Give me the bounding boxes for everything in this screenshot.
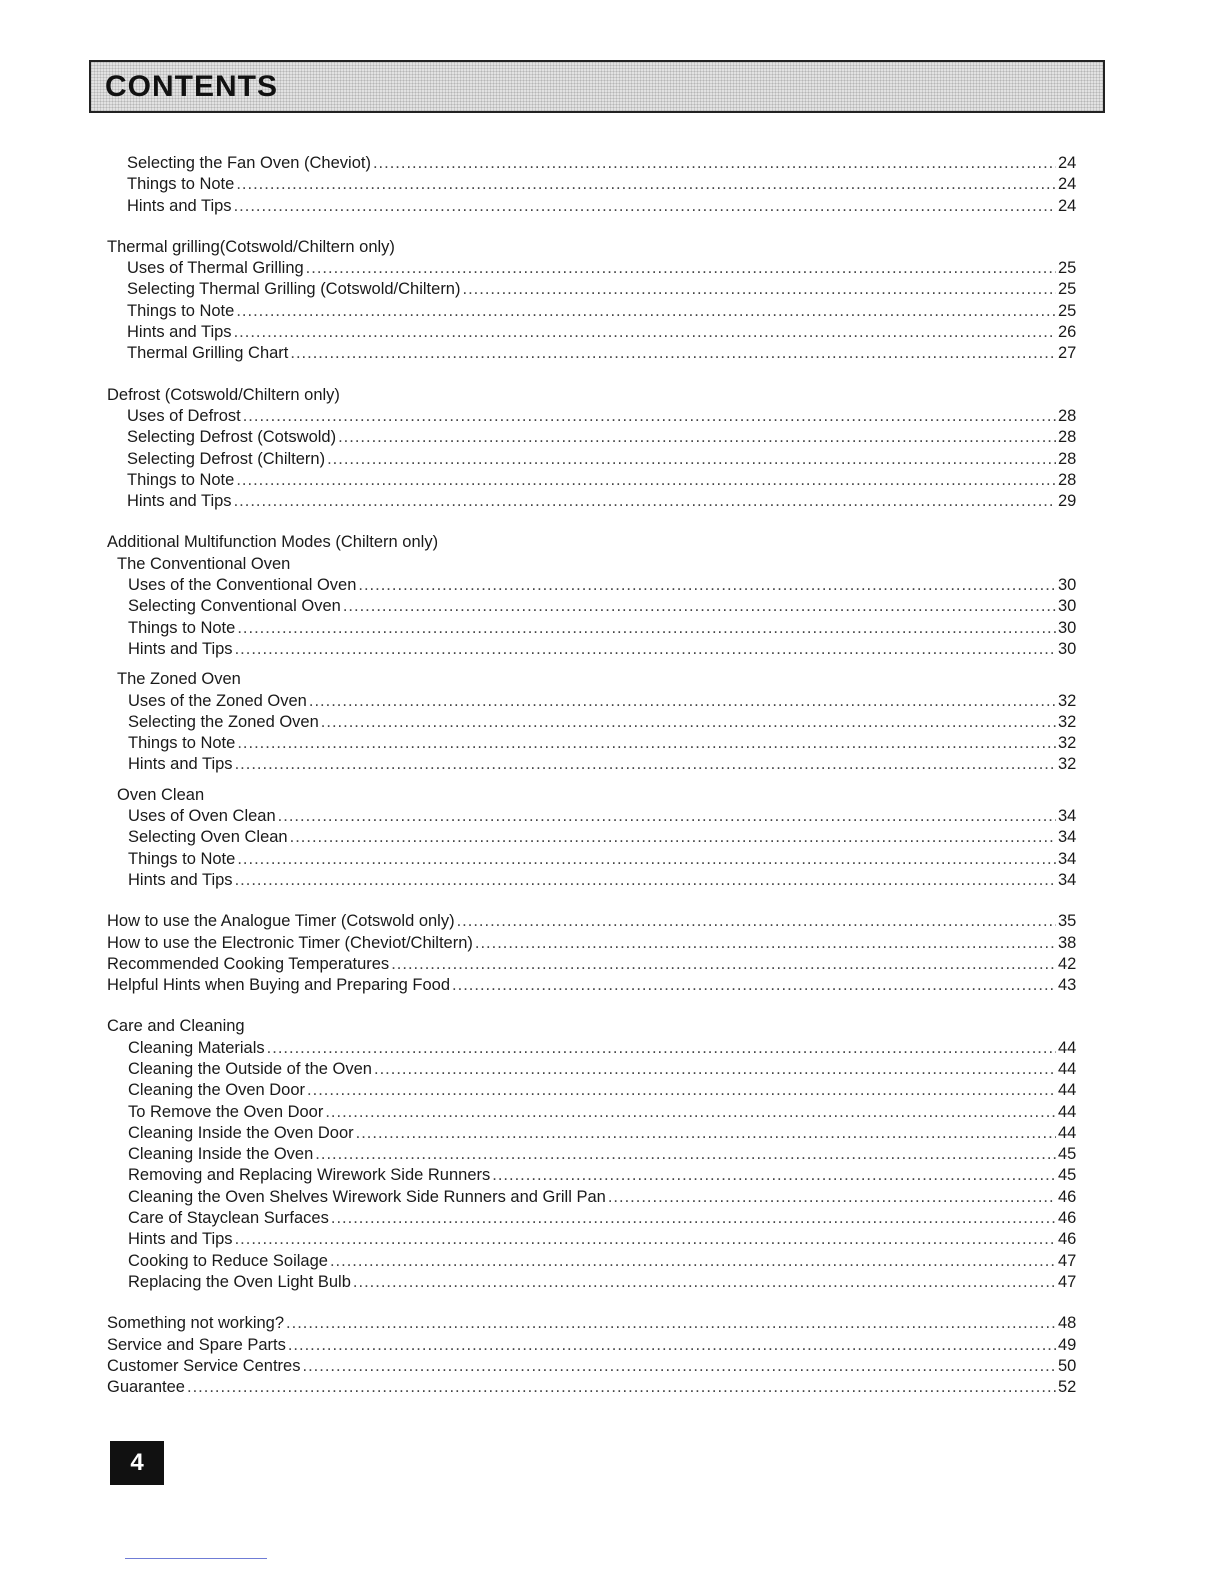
toc-entry[interactable] xyxy=(107,1229,1082,1250)
toc-label: Uses of the Conventional Oven xyxy=(128,576,357,595)
toc-entry[interactable] xyxy=(107,1187,1082,1208)
toc-entry[interactable] xyxy=(107,639,1082,660)
toc-page: 34 xyxy=(1058,807,1077,826)
toc-page: 46 xyxy=(1058,1187,1077,1206)
toc-label: Selecting Defrost (Chiltern) xyxy=(127,449,326,468)
toc-label: Helpful Hints when Buying and Preparing Food xyxy=(107,976,451,995)
toc-label: Guarantee xyxy=(107,1378,185,1397)
toc-section-heading: Defrost (Cotswold/Chiltern only) xyxy=(107,385,340,404)
dot-leader xyxy=(356,1123,1056,1144)
toc-page: 38 xyxy=(1058,933,1077,952)
toc-page: 42 xyxy=(1058,954,1077,973)
dot-leader xyxy=(235,639,1056,660)
dot-leader xyxy=(374,1059,1056,1080)
toc-entry[interactable] xyxy=(107,427,1082,448)
toc-entry[interactable] xyxy=(107,1272,1082,1293)
toc-entry[interactable] xyxy=(107,954,1082,975)
toc-entry[interactable] xyxy=(107,279,1082,300)
toc-label: Hints and Tips xyxy=(128,755,233,774)
toc-entry[interactable] xyxy=(107,1144,1082,1165)
toc-page: 35 xyxy=(1058,912,1077,931)
toc-entry[interactable] xyxy=(107,933,1082,954)
toc-page: 28 xyxy=(1058,470,1077,489)
dot-leader xyxy=(315,1144,1056,1165)
toc-entry[interactable] xyxy=(107,322,1082,343)
toc-page: 43 xyxy=(1058,976,1077,995)
toc-page: 24 xyxy=(1058,196,1077,215)
dot-leader xyxy=(306,258,1056,279)
toc-subsection-heading: The Conventional Oven xyxy=(117,554,291,573)
toc-page: 29 xyxy=(1058,492,1077,511)
toc-label: Things to Note xyxy=(128,618,236,637)
toc-entry[interactable] xyxy=(107,806,1082,827)
toc-entry[interactable] xyxy=(107,691,1082,712)
toc-subsection-heading: Oven Clean xyxy=(117,785,205,804)
dot-leader xyxy=(236,301,1056,322)
toc-page: 44 xyxy=(1058,1038,1077,1057)
dot-leader xyxy=(452,975,1056,996)
toc-page: 25 xyxy=(1058,259,1077,278)
toc-page: 32 xyxy=(1058,712,1077,731)
dot-leader xyxy=(462,279,1056,300)
toc-page: 30 xyxy=(1058,576,1077,595)
toc-page: 50 xyxy=(1058,1356,1077,1375)
toc-label: Things to Note xyxy=(128,849,236,868)
toc-entry[interactable] xyxy=(107,596,1082,617)
toc-label: How to use the Analogue Timer (Cotswold only) xyxy=(107,912,455,931)
footer-rule xyxy=(125,1558,267,1559)
toc-label: Selecting Thermal Grilling (Cotswold/Chiltern) xyxy=(127,280,461,299)
toc-entry[interactable] xyxy=(107,1356,1082,1377)
toc-label: Cleaning the Outside of the Oven xyxy=(128,1059,372,1078)
dot-leader xyxy=(237,849,1056,870)
toc-page: 46 xyxy=(1058,1209,1077,1228)
toc-entry[interactable] xyxy=(107,754,1082,775)
toc-entry[interactable] xyxy=(107,1059,1082,1080)
dot-leader xyxy=(492,1165,1056,1186)
dot-leader xyxy=(358,575,1056,596)
toc-page: 30 xyxy=(1058,597,1077,616)
toc-label: Care of Stayclean Surfaces xyxy=(128,1209,329,1228)
toc-page: 44 xyxy=(1058,1102,1077,1121)
dot-leader xyxy=(321,712,1056,733)
toc-label: Hints and Tips xyxy=(127,492,232,511)
toc-page: 48 xyxy=(1058,1314,1077,1333)
toc-entry[interactable] xyxy=(107,196,1082,217)
toc-entry[interactable] xyxy=(107,870,1082,891)
toc-page: 45 xyxy=(1058,1145,1077,1164)
dot-leader xyxy=(236,174,1056,195)
toc-subsection-heading: The Zoned Oven xyxy=(117,670,241,689)
toc-label: Hints and Tips xyxy=(128,1230,233,1249)
toc-label: Selecting Conventional Oven xyxy=(128,597,341,616)
toc-label: Selecting the Zoned Oven xyxy=(128,712,319,731)
dot-leader xyxy=(286,1313,1056,1334)
toc-entry[interactable] xyxy=(107,618,1082,639)
toc-label: Uses of the Zoned Oven xyxy=(128,691,307,710)
toc-page: 25 xyxy=(1058,280,1077,299)
toc-entry[interactable] xyxy=(107,975,1082,996)
toc-page: 27 xyxy=(1058,344,1077,363)
toc-label: Hints and Tips xyxy=(128,870,233,889)
dot-leader xyxy=(290,827,1056,848)
toc-label: Cleaning Inside the Oven Door xyxy=(128,1123,354,1142)
toc-page: 44 xyxy=(1058,1123,1077,1142)
dot-leader xyxy=(327,449,1056,470)
toc-label: Customer Service Centres xyxy=(107,1356,301,1375)
toc-page: 30 xyxy=(1058,618,1077,637)
dot-leader xyxy=(391,954,1056,975)
dot-leader xyxy=(235,870,1056,891)
toc-entry[interactable] xyxy=(107,1335,1082,1356)
dot-leader xyxy=(353,1272,1056,1293)
contents-banner xyxy=(89,60,1105,113)
toc-label: Cleaning Inside the Oven xyxy=(128,1145,314,1164)
toc-label: To Remove the Oven Door xyxy=(128,1102,324,1121)
toc-entry[interactable] xyxy=(107,712,1082,733)
toc-label: Selecting Oven Clean xyxy=(128,828,288,847)
dot-leader xyxy=(243,406,1056,427)
dot-leader xyxy=(307,1080,1056,1101)
toc-entry[interactable] xyxy=(107,849,1082,870)
toc-label: Hints and Tips xyxy=(127,323,232,342)
toc-label: Cleaning Materials xyxy=(128,1038,265,1057)
toc-entry[interactable] xyxy=(107,575,1082,596)
toc-page: 46 xyxy=(1058,1230,1077,1249)
toc-label: Something not working? xyxy=(107,1314,285,1333)
toc-label: Cooking to Reduce Soilage xyxy=(128,1251,328,1270)
toc-label: Things to Note xyxy=(128,734,236,753)
toc-entry[interactable] xyxy=(107,1102,1082,1123)
dot-leader xyxy=(235,754,1056,775)
toc-entry[interactable] xyxy=(107,153,1082,174)
toc-page: 28 xyxy=(1058,406,1077,425)
toc-label: Hints and Tips xyxy=(128,639,233,658)
toc-label: Removing and Replacing Wirework Side Runners xyxy=(128,1166,491,1185)
toc-page: 32 xyxy=(1058,734,1077,753)
page-number-badge xyxy=(110,1441,164,1485)
toc-page: 34 xyxy=(1058,870,1077,889)
dot-leader xyxy=(309,691,1056,712)
toc-page: 30 xyxy=(1058,639,1077,658)
toc-page: 45 xyxy=(1058,1166,1077,1185)
dot-leader xyxy=(288,1335,1056,1356)
dot-leader xyxy=(187,1377,1056,1398)
dot-leader xyxy=(338,427,1056,448)
toc-entry[interactable] xyxy=(107,301,1082,322)
toc-page: 34 xyxy=(1058,828,1077,847)
dot-leader xyxy=(234,196,1056,217)
toc-page: 24 xyxy=(1058,154,1077,172)
toc-entry[interactable] xyxy=(107,258,1082,279)
toc-label: Cleaning the Oven Door xyxy=(128,1081,306,1100)
page-title: CONTENTS xyxy=(105,70,278,103)
toc-section-heading: Thermal grilling(Cotswold/Chiltern only) xyxy=(107,237,395,256)
toc-page: 44 xyxy=(1058,1081,1077,1100)
toc-entry[interactable] xyxy=(107,406,1082,427)
dot-leader xyxy=(290,343,1056,364)
dot-leader xyxy=(237,733,1056,754)
toc-page: 32 xyxy=(1058,691,1077,710)
toc-page: 28 xyxy=(1058,449,1077,468)
toc-entry[interactable] xyxy=(107,1208,1082,1229)
dot-leader xyxy=(373,153,1056,174)
toc-label: Things to Note xyxy=(127,175,235,194)
toc-entry[interactable] xyxy=(107,733,1082,754)
toc-label: Hints and Tips xyxy=(127,196,232,215)
toc-label: Uses of Oven Clean xyxy=(128,807,276,826)
toc-entry[interactable] xyxy=(107,1251,1082,1272)
toc-label: Uses of Thermal Grilling xyxy=(127,259,304,278)
toc-entry[interactable] xyxy=(107,343,1082,364)
toc-entry[interactable] xyxy=(107,449,1082,470)
toc-entry[interactable] xyxy=(107,1123,1082,1144)
toc-label: Selecting the Fan Oven (Cheviot) xyxy=(127,154,371,172)
toc-label: Cleaning the Oven Shelves Wirework Side Runners and Grill Pan xyxy=(128,1187,606,1206)
toc-label: Things to Note xyxy=(127,301,235,320)
toc-page: 47 xyxy=(1058,1272,1077,1291)
toc-entry[interactable] xyxy=(107,1038,1082,1059)
dot-leader xyxy=(234,322,1056,343)
toc-page: 52 xyxy=(1058,1378,1077,1397)
dot-leader xyxy=(237,618,1056,639)
toc-page: 24 xyxy=(1058,175,1077,194)
toc-page: 34 xyxy=(1058,849,1077,868)
toc-label: Replacing the Oven Light Bulb xyxy=(128,1272,351,1291)
toc-entry[interactable] xyxy=(107,911,1082,932)
page-number: 4 xyxy=(130,1449,144,1476)
toc-entry[interactable] xyxy=(107,470,1082,491)
toc-entry[interactable] xyxy=(107,1313,1082,1334)
toc-entry[interactable] xyxy=(107,1377,1082,1398)
dot-leader xyxy=(236,470,1056,491)
dot-leader xyxy=(302,1356,1056,1377)
toc-entry[interactable] xyxy=(107,1165,1082,1186)
toc-page: 44 xyxy=(1058,1059,1077,1078)
toc-label: Recommended Cooking Temperatures xyxy=(107,954,390,973)
toc-page: 49 xyxy=(1058,1335,1077,1354)
toc-section-heading: Care and Cleaning xyxy=(107,1017,245,1036)
dot-leader xyxy=(330,1251,1056,1272)
toc-page: 28 xyxy=(1058,428,1077,447)
toc-page: 32 xyxy=(1058,755,1077,774)
toc-page: 47 xyxy=(1058,1251,1077,1270)
toc-page: 26 xyxy=(1058,323,1077,342)
toc-label: Selecting Defrost (Cotswold) xyxy=(127,428,337,447)
toc-label: Uses of Defrost xyxy=(127,406,241,425)
dot-leader xyxy=(235,1229,1056,1250)
toc-entry[interactable] xyxy=(107,491,1082,512)
toc-page: 25 xyxy=(1058,301,1077,320)
dot-leader xyxy=(325,1102,1056,1123)
toc-label: Things to Note xyxy=(127,470,235,489)
toc-section-heading: Additional Multifunction Modes (Chiltern only) xyxy=(107,533,439,552)
toc-entry[interactable] xyxy=(107,174,1082,195)
toc-label: Thermal Grilling Chart xyxy=(127,344,289,363)
toc-label: Service and Spare Parts xyxy=(107,1335,286,1354)
table-of-contents xyxy=(107,153,1082,1398)
dot-leader xyxy=(234,491,1056,512)
dot-leader xyxy=(475,933,1056,954)
toc-entry[interactable] xyxy=(107,1080,1082,1101)
dot-leader xyxy=(331,1208,1056,1229)
dot-leader xyxy=(457,911,1056,932)
toc-label: How to use the Electronic Timer (Cheviot/Chiltern) xyxy=(107,933,473,952)
dot-leader xyxy=(278,806,1056,827)
dot-leader xyxy=(608,1187,1056,1208)
dot-leader xyxy=(343,596,1056,617)
toc-entry[interactable] xyxy=(107,827,1082,848)
dot-leader xyxy=(267,1038,1056,1059)
